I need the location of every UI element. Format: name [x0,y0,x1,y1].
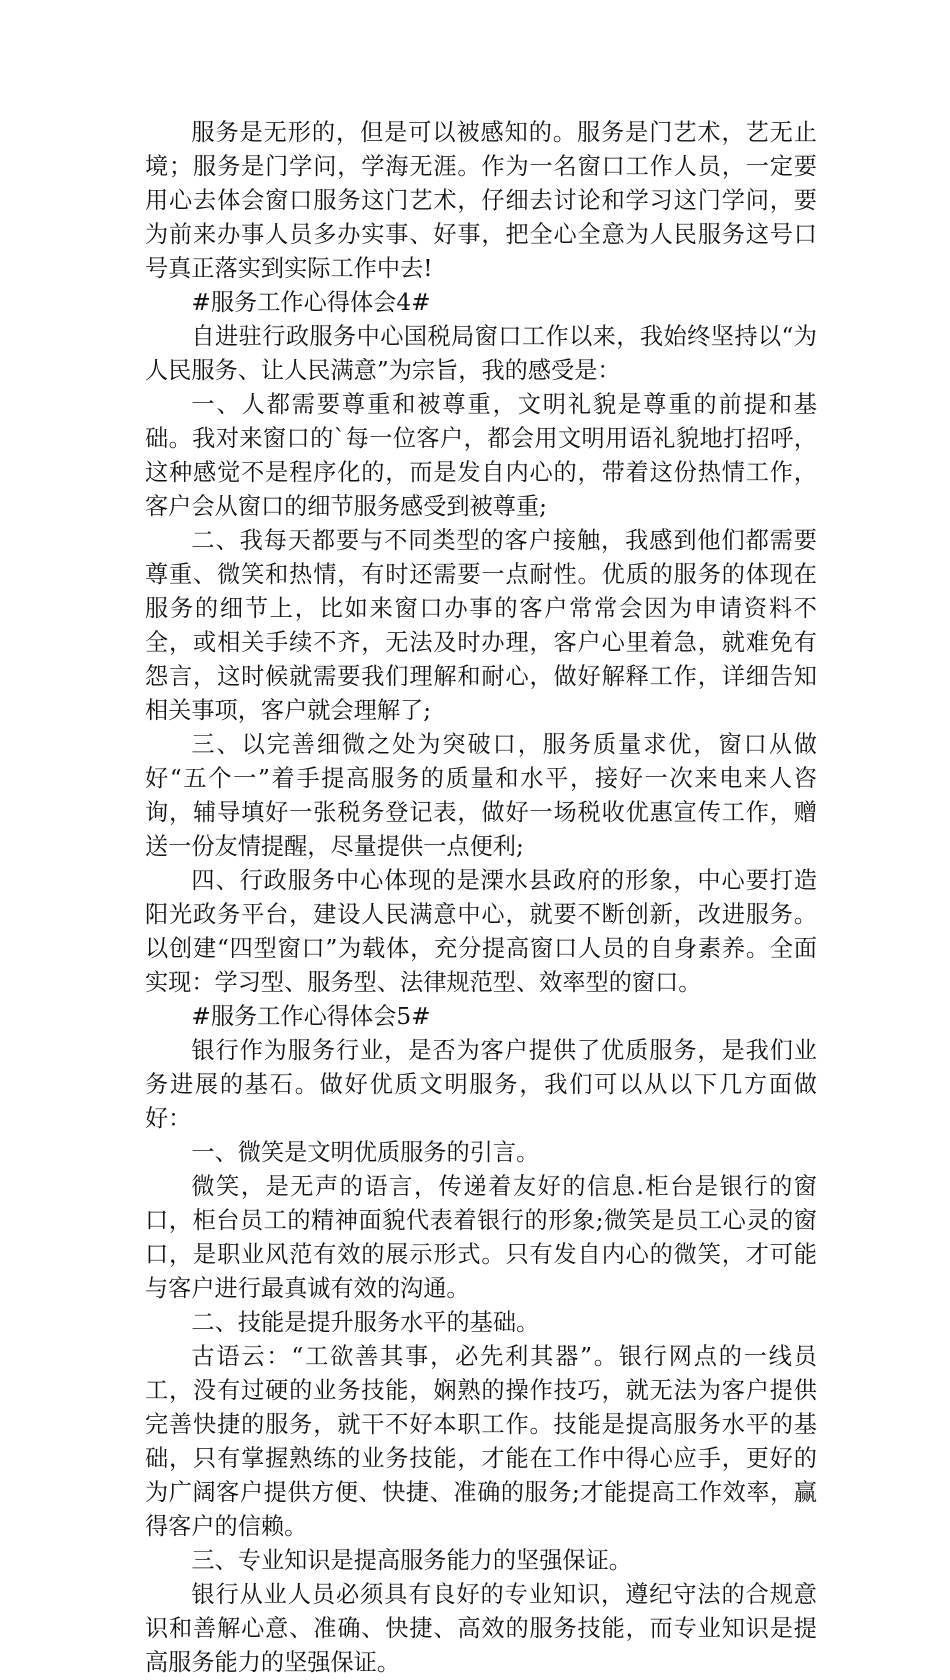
paragraph: 微笑，是无声的语言，传递着友好的信息.柜台是银行的窗口，柜台员工的精神面貌代表着银行的形象;微笑是员工心灵的窗口，是职业风范有效的展示形式。只有发自内心的微笑，才可能与客户进行最真诚有效的沟通。 [145,1173,817,1302]
paragraph: 自进驻行政服务中心国税局窗口工作以来，我始终坚持以“为人民服务、让人民满意”为宗旨，我的感受是： [145,323,817,384]
paragraph: 三、以完善细微之处为突破口，服务质量求优，窗口从做好“五个一”着手提高服务的质量和水平，接好一次来电来人咨询，辅导填好一张税务登记表，做好一场税收优惠宣传工作，赠送一份友情提醒，尽量提供一点便利; [145,731,817,860]
paragraph: 一、人都需要尊重和被尊重，文明礼貌是尊重的前提和基础。我对来窗口的`每一位客户，都会用文明用语礼貌地打招呼，这种感觉不是程序化的，而是发自内心的，带着这份热情工作，客户会从窗口的细节服务感受到被尊重; [145,391,817,520]
paragraph: 三、专业知识是提高服务能力的坚强保证。 [191,1547,632,1574]
paragraph: 四、行政服务中心体现的是溧水县政府的形象，中心要打造阳光政务平台，建设人民满意中心，就要不断创新，改进服务。以创建“四型窗口”为载体，充分提高窗口人员的自身素养。全面实现：学习型、服务型、法律规范型、效率型的窗口。 [145,867,817,996]
paragraph: 服务是无形的，但是可以被感知的。服务是门艺术，艺无止境；服务是门学问，学海无涯。作为一名窗口工作人员，一定要用心去体会窗口服务这门艺术，仔细去讨论和学习这门学问，要为前来办事人员多办实事、好事，把全心全意为人民服务这号口号真正落实到实际工作中去! [145,119,817,282]
paragraph: 一、微笑是文明优质服务的引言。 [191,1139,540,1166]
paragraph: 二、我每天都要与不同类型的客户接触，我感到他们都需要尊重、微笑和热情，有时还需要一点耐性。优质的服务的体现在服务的细节上，比如来窗口办事的客户常常会因为申请资料不全，或相关手续不齐，无法及时办理，客户心里着急，就难免有怨言，这时候就需要我们理解和耐心，做好解释工作，详细告知相关事项，客户就会理解了; [145,527,817,724]
paragraph: 二、技能是提升服务水平的基础。 [191,1309,540,1336]
section-heading: #服务工作心得体会4# [191,289,431,316]
paragraph: 银行从业人员必须具有良好的专业知识，遵纪守法的合规意识和善解心意、准确、快捷、高效的服务技能，而专业知识是提高服务能力的坚强保证。 [145,1581,817,1676]
document-body [145,116,817,1680]
paragraph: 古语云：“工欲善其事，必先利其器”。银行网点的一线员工，没有过硬的业务技能，娴熟的操作技巧，就无法为客户提供完善快捷的服务，就干不好本职工作。技能是提高服务水平的基础，只有掌握熟练的业务技能，才能在工作中得心应手，更好的为广阔客户提供方便、快捷、准确的服务;才能提高工作效率，赢得客户的信赖。 [145,1343,817,1540]
section-heading: #服务工作心得体会5# [191,1003,431,1030]
paragraph: 银行作为服务行业，是否为客户提供了优质服务，是我们业务进展的基石。做好优质文明服务，我们可以从以下几方面做好： [145,1037,817,1132]
